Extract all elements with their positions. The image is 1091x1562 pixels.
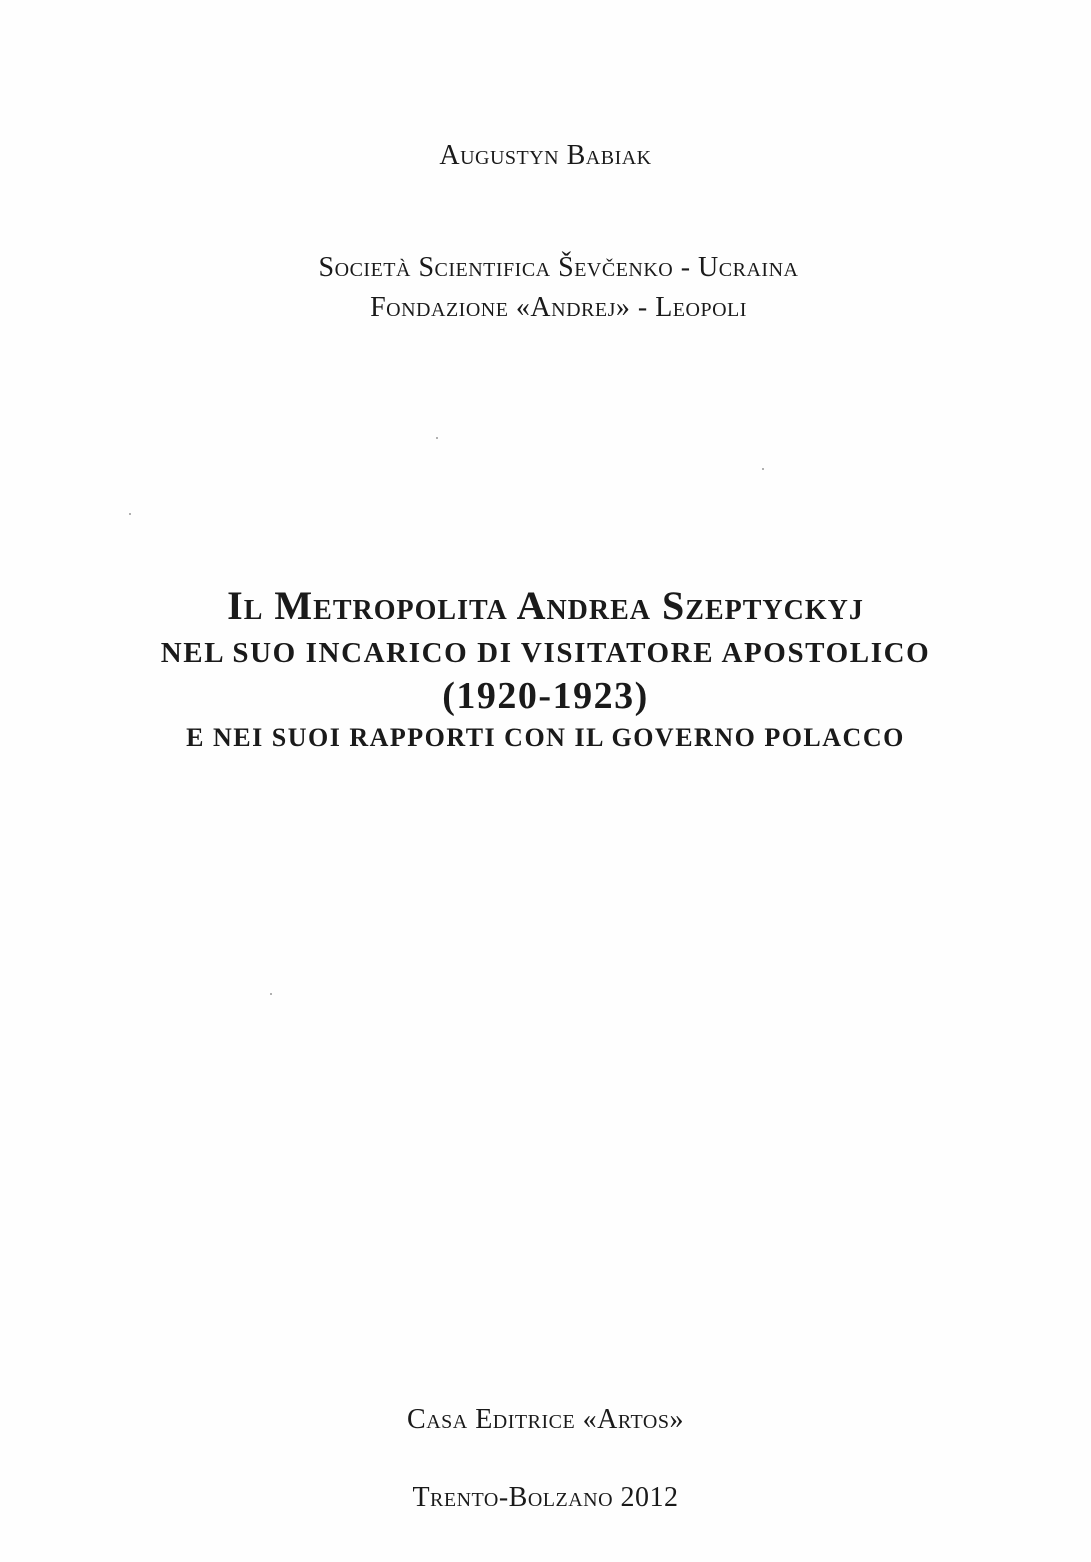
author-name: Augustyn Babiak [439,140,652,171]
book-years: (1920-1923) [442,675,649,717]
scan-speck [436,437,438,439]
institution-2: Fondazione «Andrej» - Leopoli [370,292,747,323]
scan-speck [762,468,764,470]
book-title: Il Metropolita Andrea Szeptyckyj [227,583,864,628]
book-subtitle-line-1: NEL SUO INCARICO DI VISITATORE APOSTOLICO [160,637,931,669]
publisher-name: Casa Editrice «Artos» [407,1404,684,1435]
scan-speck [270,993,272,995]
institution-1: Società Scientifica Ševčenko - Ucraina [318,252,799,283]
scan-speck [129,513,131,515]
publication-place-year: Trento-Bolzano 2012 [412,1482,679,1513]
book-subtitle-line-2: E NEI SUOI RAPPORTI CON IL GOVERNO POLACCO [186,723,905,752]
